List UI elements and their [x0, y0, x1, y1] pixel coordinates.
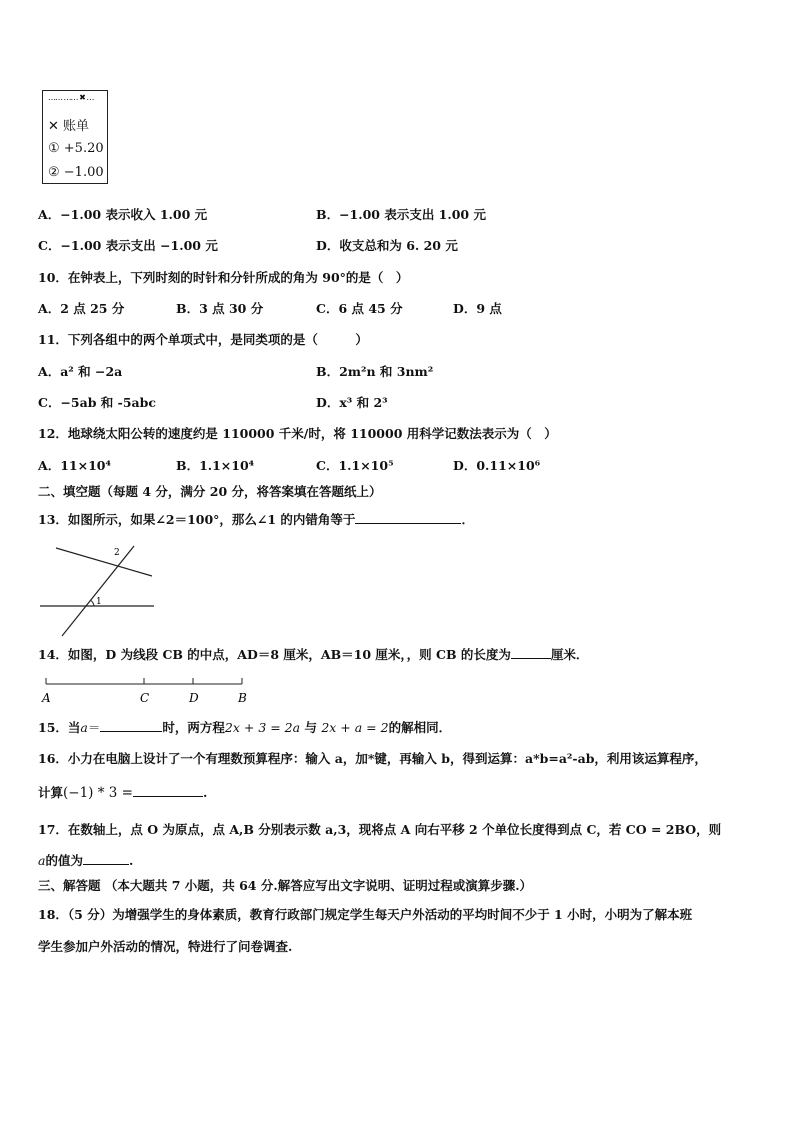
q10-stem: 10．在钟表上，下列时刻的时针和分针所成的角为 90°的是（ ） — [38, 270, 409, 285]
q16-line-1: 16．小力在电脑上设计了一个有理数预算程序：输入 a，加*键，再输入 b，得到运算：a*b=a²-ab，利用该运算程序， — [38, 751, 707, 766]
q12-stem: 12．地球绕太阳公转的速度约是 110000 千米/时，将 110000 用科学记数法表示为（ ） — [38, 426, 557, 441]
q17-end: . — [128, 853, 134, 868]
bill-title: ✕ 账单 — [48, 119, 90, 134]
q14-answer-blank[interactable] — [511, 646, 551, 659]
q15-stem — [38, 719, 451, 736]
q13-end: ． — [461, 512, 474, 527]
q13-text: 13．如图所示，如果∠2＝100°，那么∠1 的内错角等于 — [38, 512, 356, 527]
q12-option-b: B．1.1×10⁴ — [176, 458, 255, 473]
q17-line-1: 17．在数轴上，点 O 为原点，点 A,B 分别表示数 a,3，现将点 A 向右平移 2 个单位长度得到点 C，若 CO = 2BO，则 — [38, 822, 722, 837]
phone-bill-figure — [42, 90, 108, 184]
q15-text-2: 时，两方程 — [162, 720, 225, 735]
q17-var-a: a — [38, 853, 46, 868]
q14-label-d: D — [189, 691, 199, 705]
q12-option-a: A．11×10⁴ — [38, 458, 111, 473]
q17-line-2 — [38, 852, 133, 869]
bill-line-1: ① +5.20 — [48, 141, 104, 156]
q14-label-c: C — [140, 691, 150, 705]
q17-answer-blank[interactable] — [83, 852, 129, 865]
q16-answer-blank[interactable] — [133, 784, 203, 797]
q15-text-3: 的解相同． — [388, 720, 452, 735]
q15-equals: ＝ — [87, 720, 101, 735]
q16-line-2 — [38, 784, 207, 801]
q16-expression: (−1) * 3 = — [63, 785, 133, 801]
q14-end: 厘米． — [550, 647, 589, 662]
q14-label-a: A — [42, 691, 51, 705]
q10-option-a: A．2 点 25 分 — [38, 301, 125, 316]
q15-text-1: 15．当 — [38, 720, 81, 735]
q17-text: 的值为 — [45, 853, 83, 868]
q13-transversal-line — [62, 546, 134, 636]
q15-equation-2: 2x + a = 2 — [321, 720, 389, 735]
q15-answer-blank[interactable] — [100, 719, 162, 732]
q15-var-a: a — [80, 720, 88, 735]
phone-status-bar: …… …… ✖ … — [48, 93, 94, 102]
q15-and: 与 — [304, 720, 317, 735]
q10-option-c: C．6 点 45 分 — [316, 301, 403, 316]
q13-angle2-label: 2 — [114, 548, 120, 558]
q18-line-1: 18．（5 分）为增强学生的身体素质，教育行政部门规定学生每天户外活动的平均时间不少于 1 小时，小明为了解本班 — [38, 907, 693, 922]
q11-stem: 11．下列各组中的两个单项式中，是同类项的是（ ） — [38, 332, 368, 347]
q12-option-d: D．0.11×10⁶ — [453, 458, 541, 473]
q14-label-b: B — [238, 691, 247, 705]
q11-option-b: B．2m²n 和 3nm² — [316, 364, 434, 379]
q13-figure — [40, 540, 160, 640]
q9-option-c: C．−1.00 表示支出 −1.00 元 — [38, 238, 218, 253]
q10-option-b: B．3 点 30 分 — [176, 301, 264, 316]
q14-stem — [38, 646, 588, 663]
q12-option-c: C．1.1×10⁵ — [316, 458, 394, 473]
q9-option-d: D．收支总和为 6. 20 元 — [316, 238, 458, 253]
q16-text: 计算 — [38, 785, 64, 800]
q14-segment-figure — [38, 672, 268, 708]
q16-end: . — [202, 785, 208, 800]
bill-line-2: ② −1.00 — [48, 165, 104, 180]
section-2-heading: 二、填空题（每题 4 分，满分 20 分，将答案填在答题纸上） — [38, 484, 382, 499]
q11-option-a: A．a² 和 −2a — [38, 364, 123, 379]
q18-line-2: 学生参加户外活动的情况，特进行了问卷调查. — [38, 939, 293, 954]
q13-angle1-arc — [90, 600, 94, 606]
q11-option-d: D．x³ 和 2³ — [316, 395, 388, 410]
q13-stem — [38, 511, 474, 528]
q11-option-c: C．−5ab 和 -5abc — [38, 395, 156, 410]
q9-option-b: B．−1.00 表示支出 1.00 元 — [316, 207, 486, 222]
q9-option-a: A．−1.00 表示收入 1.00 元 — [38, 207, 208, 222]
section-3-heading: 三、解答题 （本大题共 7 小题，共 64 分.解答应写出文字说明、证明过程或演算步骤.） — [38, 878, 533, 893]
q13-angle1-label: 1 — [96, 597, 102, 607]
q13-answer-blank[interactable] — [355, 511, 461, 524]
q13-slanted-line — [56, 548, 152, 576]
q14-text: 14．如图，D 为线段 CB 的中点，AD＝8 厘米，AB＝10 厘米，，则 CB 的长度为 — [38, 647, 511, 662]
q10-option-d: D．9 点 — [453, 301, 502, 316]
q15-equation-1: 2x + 3 = 2a — [224, 720, 301, 735]
